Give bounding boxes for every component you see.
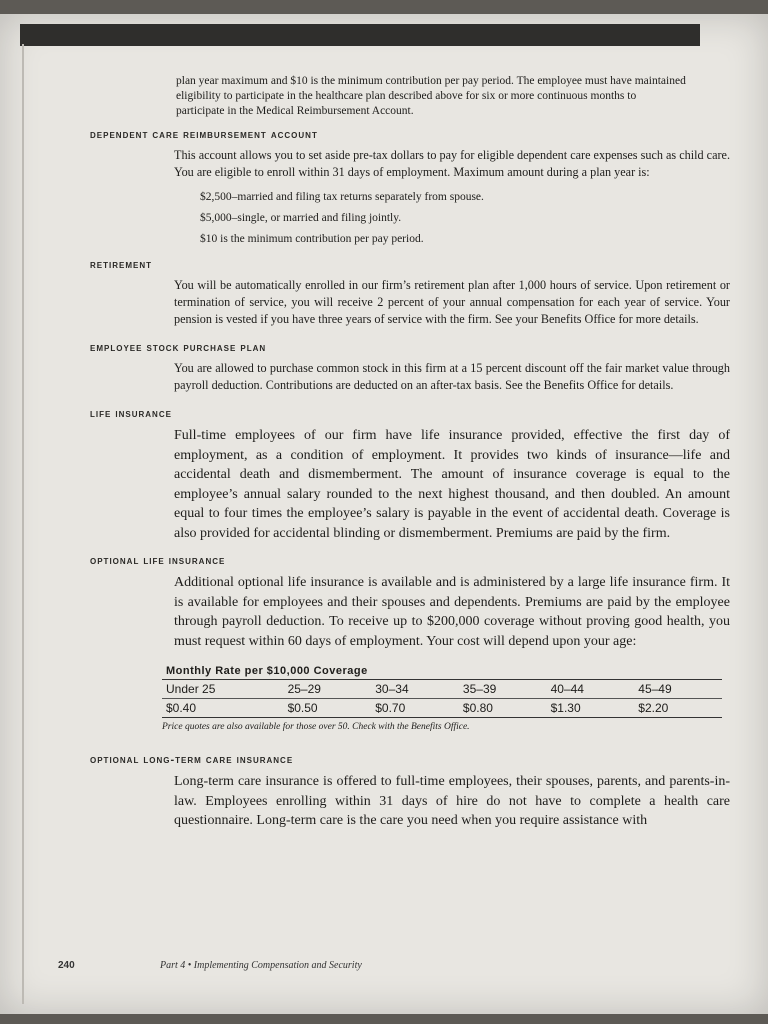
table-note: Price quotes are also available for those over 50. Check with the Benefits Office. [162, 722, 470, 732]
age-cell: 30–34 [371, 680, 459, 699]
intro-paragraph: plan year maximum and $10 is the minimum contribution per pay period. The employee must have maintained eligibility to participate in the healthcare plan described above for six or more continuous months to participate in the Medical Reimbursement Account. [176, 75, 686, 117]
section-title: life insurance [90, 408, 172, 420]
price-cell: $2.20 [634, 699, 722, 718]
list-item: $5,000–single, or married and filing jointly. [200, 212, 402, 224]
section-title: dependent care reimbursement account [90, 129, 318, 141]
page-footer [58, 960, 558, 971]
section-title: retirement [90, 259, 152, 271]
table-row [162, 680, 722, 699]
price-cell: $0.80 [459, 699, 547, 718]
section-life-insurance [90, 408, 730, 543]
header-band [20, 24, 700, 46]
page-content [90, 74, 730, 831]
section-stock-purchase [90, 342, 730, 394]
price-cell: $0.70 [371, 699, 459, 718]
table-title: Monthly Rate per $10,000 Coverage [162, 663, 722, 680]
section-dependent-care [90, 129, 730, 245]
part-title: Part 4 • Implementing Compensation and Security [160, 960, 362, 971]
list-item: $10 is the minimum contribution per pay period. [200, 233, 424, 245]
price-cell: $0.40 [162, 699, 284, 718]
age-cell: 45–49 [634, 680, 722, 699]
section-body: You will be automatically enrolled in our firm’s retirement plan after 1,000 hours of service. Upon retirement or termination of service, you will receive 2 percent of your annual compensation for each year of service. Your pension is vested if you have three years of service with the firm. See your Benefits Office for more details. [174, 278, 730, 326]
section-long-term-care [90, 754, 730, 831]
document-page [0, 14, 768, 1014]
section-title: employee stock purchase plan [90, 342, 267, 354]
price-cell: $0.50 [284, 699, 372, 718]
age-cell: 35–39 [459, 680, 547, 699]
section-body: Additional optional life insurance is available and is administered by a large life insurance firm. It is available for employees and their spouses and dependents. Premiums are paid by the employee through payroll deduction. To receive up to $200,000 coverage without proving good health, you must request within 60 days of employment. Your cost will depend upon your age: [174, 575, 730, 649]
section-title: optional life insurance [90, 555, 226, 567]
price-cell: $1.30 [547, 699, 635, 718]
rate-table [162, 663, 722, 718]
age-cell: Under 25 [162, 680, 284, 699]
age-cell: 40–44 [547, 680, 635, 699]
page-number: 240 [58, 960, 75, 971]
table-row [162, 699, 722, 718]
section-title: optional long-term care insurance [90, 754, 294, 766]
section-body: You are allowed to purchase common stock in this firm at a 15 percent discount off the fair market value through payroll deduction. Contributions are deducted on an after-tax basis. See the Benefits Office for details. [174, 361, 730, 392]
age-cell: 25–29 [284, 680, 372, 699]
amount-list [200, 191, 730, 245]
section-body: This account allows you to set aside pre-tax dollars to pay for eligible dependent care expenses such as child care. You are eligible to enroll within 31 days of employment. Maximum amount during a plan year is: [174, 148, 730, 179]
margin-rule [22, 44, 24, 1004]
list-item: $2,500–married and filing tax returns separately from spouse. [200, 191, 484, 203]
section-body: Full-time employees of our firm have life insurance provided, effective the first day of employment, as a condition of employment. It provides two kinds of insurance—life and accidental death and dismemberment. The amount of insurance coverage is equal to the employee’s annual salary rounded to the next highest thousand, and then doubled. An amount equal to four times the employee’s salary is payable in the event of accidental death. Coverage is also provided for accidental blinding or dismemberment. Premiums are paid by the firm. [174, 428, 730, 541]
section-body: Long-term care insurance is offered to full-time employees, their spouses, parents, and parents-in-law. Employees enrolling within 31 days of hire do not have to complete a health care questionnaire. Long-term care is the care you need when you require assistance with [174, 774, 730, 828]
section-optional-life [90, 555, 730, 732]
section-retirement [90, 259, 730, 328]
